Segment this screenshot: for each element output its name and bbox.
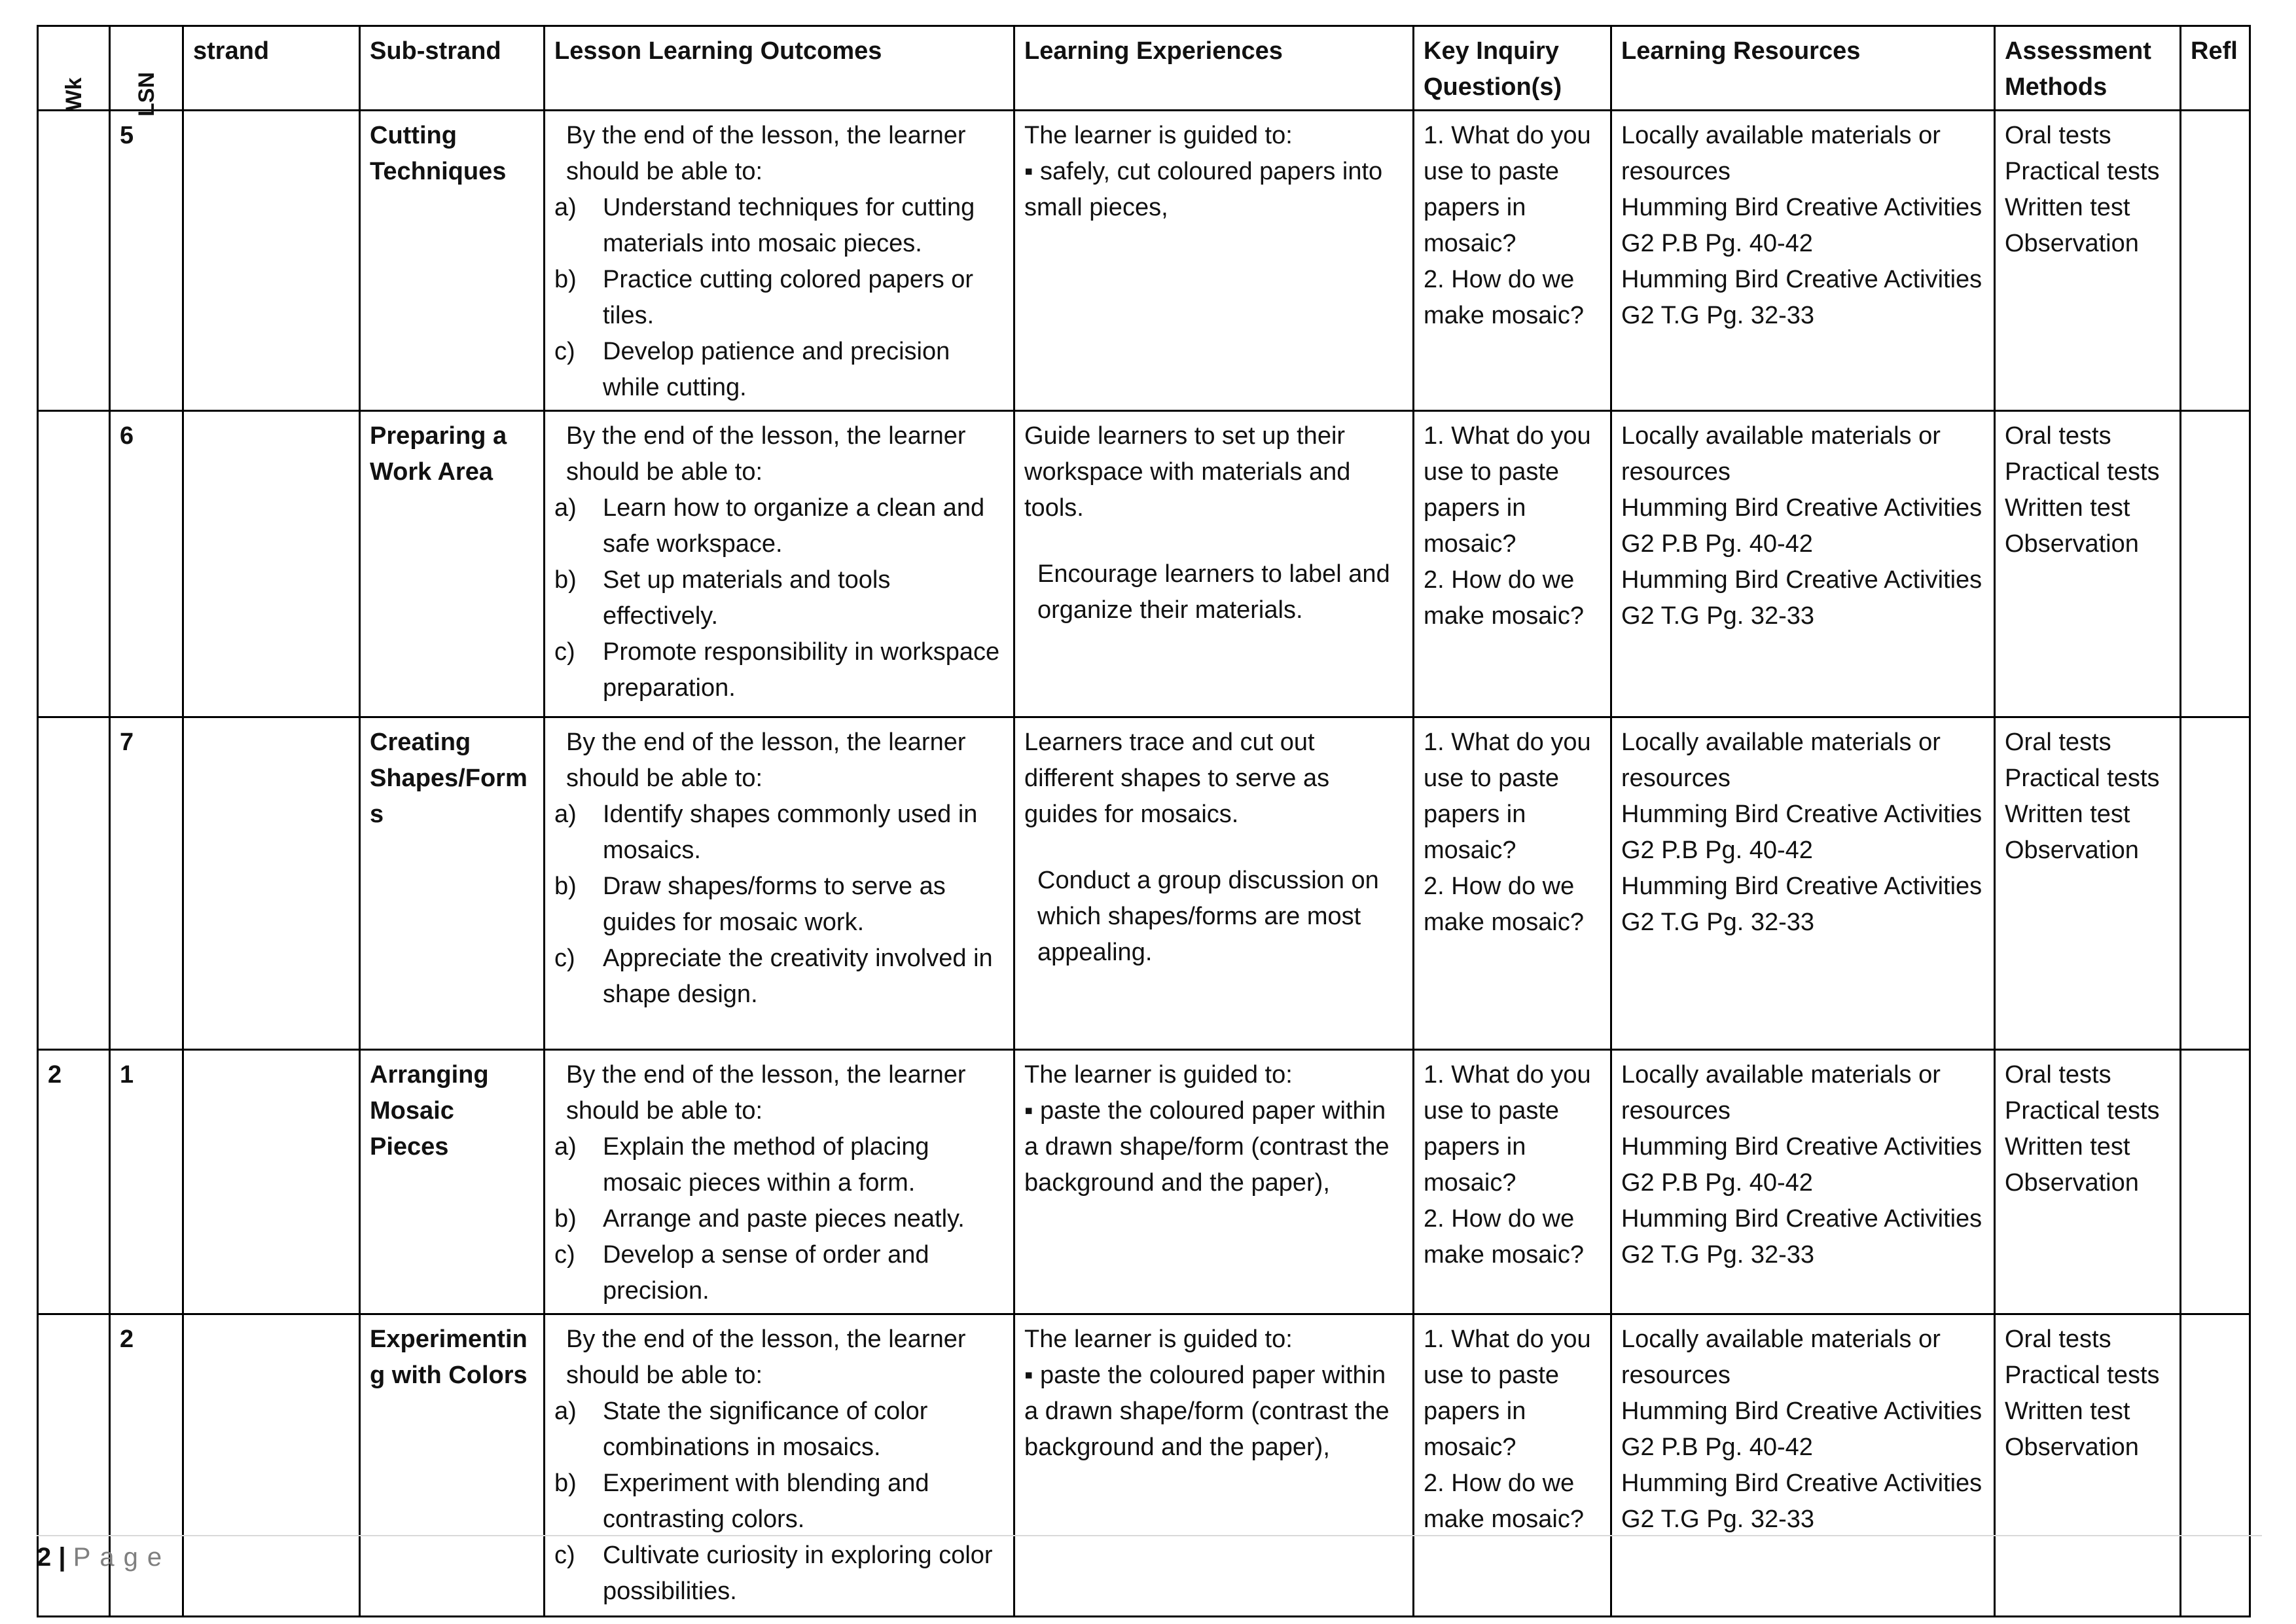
substrand-cell — [360, 1050, 545, 1314]
assessment-method: Practical tests — [2005, 765, 2160, 792]
outcomes-intro: By the end of the lesson, the learner should be able to: — [566, 122, 966, 185]
experiences-cell — [1014, 411, 1414, 717]
outcome-text: Set up materials and tools effectively. — [603, 566, 891, 630]
outcome-marker: c) — [554, 1542, 575, 1569]
week-cell — [38, 411, 110, 717]
resources-cell — [1611, 111, 1995, 411]
outcomes-list — [554, 1129, 1004, 1309]
assessment-method: Written test — [2005, 1133, 2130, 1161]
outcome-text: Explain the method of placing mosaic pieces within a form. — [603, 1133, 929, 1197]
lesson-cell — [110, 411, 183, 717]
experience-line: Guide learners to set up their workspace with materials and tools. — [1024, 422, 1351, 522]
reflection-cell — [2181, 1050, 2250, 1314]
outcome-text: Develop a sense of order and precision. — [603, 1241, 929, 1305]
outcomes-cell — [545, 717, 1014, 1050]
resource-item: Humming Bird Creative Activities G2 P.B Pg. 40-42 — [1621, 1133, 1982, 1197]
assessment-cell — [1995, 1050, 2181, 1314]
outcome-item — [554, 262, 1004, 334]
assessment-method: Written test — [2005, 194, 2130, 221]
outcomes-list — [554, 797, 1004, 1013]
lesson-cell — [110, 717, 183, 1050]
substrand-cell — [360, 717, 545, 1050]
outcome-item — [554, 490, 1004, 562]
experience-line: Learners trace and cut out different shapes to serve as guides for mosaics. — [1024, 729, 1330, 828]
assessment-method: Written test — [2005, 1398, 2130, 1425]
inquiry-question: 2. How do we make mosaic? — [1424, 266, 1584, 329]
scheme-of-work-sheet — [37, 25, 2249, 1617]
table-header-row — [38, 26, 2250, 111]
week-number: 2 — [48, 1061, 62, 1089]
outcomes-intro: By the end of the lesson, the learner should be able to: — [566, 1326, 966, 1389]
header-wk: Wk — [38, 26, 110, 111]
outcome-marker: c) — [554, 638, 575, 666]
experience-line: ▪ paste the coloured paper within a drawn shape/form (contrast the background and the paper), — [1024, 1362, 1390, 1461]
resources-cell — [1611, 1050, 1995, 1314]
outcome-marker: a) — [554, 1398, 577, 1425]
outcomes-cell — [545, 411, 1014, 717]
header-reflection: Refl — [2181, 26, 2250, 111]
reflection-cell — [2181, 411, 2250, 717]
substrand-text: Cutting Techniques — [370, 122, 507, 185]
outcome-text: State the significance of color combinations in mosaics. — [603, 1398, 928, 1461]
assessment-cell — [1995, 717, 2181, 1050]
assessment-cell — [1995, 111, 2181, 411]
table-row — [38, 717, 2250, 1050]
resource-item: Humming Bird Creative Activities G2 T.G Pg. 32-33 — [1621, 873, 1982, 936]
lesson-number: 5 — [120, 122, 134, 149]
outcome-text: Understand techniques for cutting materials into mosaic pieces. — [603, 194, 975, 257]
strand-cell — [183, 411, 360, 717]
assessment-method: Written test — [2005, 801, 2130, 828]
outcomes-cell — [545, 111, 1014, 411]
inquiry-question: 1. What do you use to paste papers in mosaic? — [1424, 1061, 1591, 1197]
key-inquiry-cell — [1414, 411, 1611, 717]
assessment-method: Observation — [2005, 230, 2139, 257]
outcomes-cell — [545, 1050, 1014, 1314]
experience-line: ▪ safely, cut coloured papers into small pieces, — [1024, 158, 1383, 221]
experiences-cell — [1014, 111, 1414, 411]
experiences-cell — [1014, 717, 1414, 1050]
resource-item: Locally available materials or resources — [1621, 422, 1941, 486]
assessment-method: Practical tests — [2005, 158, 2160, 185]
resource-item: Humming Bird Creative Activities G2 T.G Pg. 32-33 — [1621, 1205, 1982, 1269]
inquiry-question: 2. How do we make mosaic? — [1424, 873, 1584, 936]
assessment-method: Practical tests — [2005, 1362, 2160, 1389]
header-substrand: Sub-strand — [360, 26, 545, 111]
outcome-item — [554, 869, 1004, 941]
resource-item: Humming Bird Creative Activities G2 P.B Pg. 40-42 — [1621, 194, 1982, 257]
outcome-item — [554, 190, 1004, 262]
header-lsn: LSN — [110, 26, 183, 111]
strand-cell — [183, 1050, 360, 1314]
outcome-text: Develop patience and precision while cutting. — [603, 338, 950, 401]
key-inquiry-cell — [1414, 111, 1611, 411]
resources-cell — [1611, 411, 1995, 717]
outcome-item — [554, 1466, 1004, 1538]
outcome-item — [554, 1201, 1004, 1237]
outcome-item — [554, 797, 1004, 869]
substrand-text: Preparing a Work Area — [370, 422, 507, 486]
assessment-method: Practical tests — [2005, 1097, 2160, 1125]
inquiry-question: 2. How do we make mosaic? — [1424, 566, 1584, 630]
outcome-item — [554, 334, 1004, 406]
assessment-method: Observation — [2005, 837, 2139, 864]
outcome-text: Cultivate curiosity in exploring color possibilities. — [603, 1542, 993, 1605]
assessment-cell — [1995, 411, 2181, 717]
outcome-marker: c) — [554, 945, 575, 972]
outcomes-intro: By the end of the lesson, the learner should be able to: — [566, 1061, 966, 1125]
lesson-cell — [110, 111, 183, 411]
assessment-method: Oral tests — [2005, 1061, 2111, 1089]
table-row — [38, 1050, 2250, 1314]
substrand-text: Arranging Mosaic Pieces — [370, 1061, 489, 1161]
outcome-text: Appreciate the creativity involved in shape design. — [603, 945, 993, 1008]
outcome-marker: b) — [554, 1470, 577, 1497]
lesson-number: 7 — [120, 729, 134, 756]
outcome-text: Promote responsibility in workspace preparation. — [603, 638, 1000, 702]
lesson-number: 6 — [120, 422, 134, 450]
strand-cell — [183, 111, 360, 411]
experience-extra: Encourage learners to label and organize their materials. — [1037, 560, 1390, 624]
lesson-cell — [110, 1050, 183, 1314]
experiences-cell — [1014, 1050, 1414, 1314]
inquiry-question: 1. What do you use to paste papers in mosaic? — [1424, 729, 1591, 864]
assessment-method: Observation — [2005, 530, 2139, 558]
week-cell — [38, 717, 110, 1050]
outcome-text: Identify shapes commonly used in mosaics. — [603, 801, 978, 864]
assessment-method: Oral tests — [2005, 122, 2111, 149]
table-row — [38, 411, 2250, 717]
outcomes-list — [554, 1394, 1004, 1610]
experience-line: The learner is guided to: — [1024, 1061, 1293, 1089]
header-experiences: Learning Experiences — [1014, 26, 1414, 111]
outcome-marker: c) — [554, 338, 575, 365]
resource-item: Humming Bird Creative Activities G2 P.B Pg. 40-42 — [1621, 494, 1982, 558]
inquiry-question: 1. What do you use to paste papers in mosaic? — [1424, 422, 1591, 558]
outcome-item — [554, 1237, 1004, 1309]
outcome-text: Learn how to organize a clean and safe workspace. — [603, 494, 985, 558]
inquiry-question: 1. What do you use to paste papers in mosaic? — [1424, 122, 1591, 257]
experience-line: The learner is guided to: — [1024, 122, 1293, 149]
resource-item: Locally available materials or resources — [1621, 1061, 1941, 1125]
page-separator: | — [58, 1543, 66, 1572]
assessment-method: Oral tests — [2005, 422, 2111, 450]
outcomes-intro: By the end of the lesson, the learner should be able to: — [566, 729, 966, 792]
resource-item: Locally available materials or resources — [1621, 122, 1941, 185]
outcome-text: Practice cutting colored papers or tiles. — [603, 266, 974, 329]
outcome-marker: a) — [554, 801, 577, 828]
table-row — [38, 111, 2250, 411]
resource-item: Humming Bird Creative Activities G2 T.G Pg. 32-33 — [1621, 566, 1982, 630]
resources-cell — [1611, 717, 1995, 1050]
outcomes-intro: By the end of the lesson, the learner should be able to: — [566, 422, 966, 486]
outcome-marker: b) — [554, 266, 577, 293]
header-resources: Learning Resources — [1611, 26, 1995, 111]
outcome-text: Arrange and paste pieces neatly. — [603, 1205, 965, 1233]
resource-item: Humming Bird Creative Activities G2 T.G Pg. 32-33 — [1621, 266, 1982, 329]
header-key-inquiry: Key Inquiry Question(s) — [1414, 26, 1611, 111]
resource-item: Humming Bird Creative Activities G2 P.B Pg. 40-42 — [1621, 1398, 1982, 1461]
key-inquiry-cell — [1414, 1050, 1611, 1314]
key-inquiry-cell — [1414, 717, 1611, 1050]
outcome-item — [554, 634, 1004, 706]
assessment-method: Oral tests — [2005, 1326, 2111, 1353]
header-outcomes: Lesson Learning Outcomes — [545, 26, 1014, 111]
week-cell — [38, 111, 110, 411]
outcome-marker: c) — [554, 1241, 575, 1269]
outcomes-list — [554, 490, 1004, 706]
outcome-marker: a) — [554, 1133, 577, 1161]
outcome-text: Experiment with blending and contrasting colors. — [603, 1470, 929, 1533]
inquiry-question: 2. How do we make mosaic? — [1424, 1470, 1584, 1533]
outcome-marker: b) — [554, 1205, 577, 1233]
table-body — [38, 111, 2250, 1617]
resource-item: Locally available materials or resources — [1621, 1326, 1941, 1389]
outcome-text: Draw shapes/forms to serve as guides for mosaic work. — [603, 873, 946, 936]
assessment-method: Practical tests — [2005, 458, 2160, 486]
outcome-item — [554, 1129, 1004, 1201]
resource-item: Humming Bird Creative Activities G2 P.B Pg. 40-42 — [1621, 801, 1982, 864]
assessment-method: Observation — [2005, 1169, 2139, 1197]
outcomes-list — [554, 190, 1004, 406]
outcome-marker: a) — [554, 494, 577, 522]
page-number: 2 — [37, 1543, 52, 1572]
outcome-marker: b) — [554, 873, 577, 900]
lesson-number: 1 — [120, 1061, 134, 1089]
inquiry-question: 1. What do you use to paste papers in mosaic? — [1424, 1326, 1591, 1461]
page-footer — [37, 1535, 2262, 1572]
header-strand: strand — [183, 26, 360, 111]
assessment-method: Observation — [2005, 1434, 2139, 1461]
assessment-method: Written test — [2005, 494, 2130, 522]
reflection-cell — [2181, 111, 2250, 411]
outcome-marker: a) — [554, 194, 577, 221]
substrand-text: Creating Shapes/Form s — [370, 729, 528, 828]
scheme-of-work-table — [37, 25, 2251, 1617]
outcome-item — [554, 1394, 1004, 1466]
experience-line: The learner is guided to: — [1024, 1326, 1293, 1353]
lesson-number: 2 — [120, 1326, 134, 1353]
resource-item: Locally available materials or resources — [1621, 729, 1941, 792]
strand-cell — [183, 717, 360, 1050]
week-cell — [38, 1050, 110, 1314]
outcome-item — [554, 941, 1004, 1013]
experience-extra: Conduct a group discussion on which shapes/forms are most appealing. — [1037, 867, 1379, 966]
reflection-cell — [2181, 717, 2250, 1050]
header-assessment: Assessment Methods — [1995, 26, 2181, 111]
outcome-item — [554, 562, 1004, 634]
experience-line: ▪ paste the coloured paper within a drawn shape/form (contrast the background and the paper), — [1024, 1097, 1390, 1197]
substrand-text: Experimentin g with Colors — [370, 1326, 528, 1389]
assessment-method: Oral tests — [2005, 729, 2111, 756]
substrand-cell — [360, 411, 545, 717]
inquiry-question: 2. How do we make mosaic? — [1424, 1205, 1584, 1269]
substrand-cell — [360, 111, 545, 411]
page-label: Page — [73, 1543, 171, 1572]
outcome-marker: b) — [554, 566, 577, 594]
resource-item: Humming Bird Creative Activities G2 T.G Pg. 32-33 — [1621, 1470, 1982, 1533]
